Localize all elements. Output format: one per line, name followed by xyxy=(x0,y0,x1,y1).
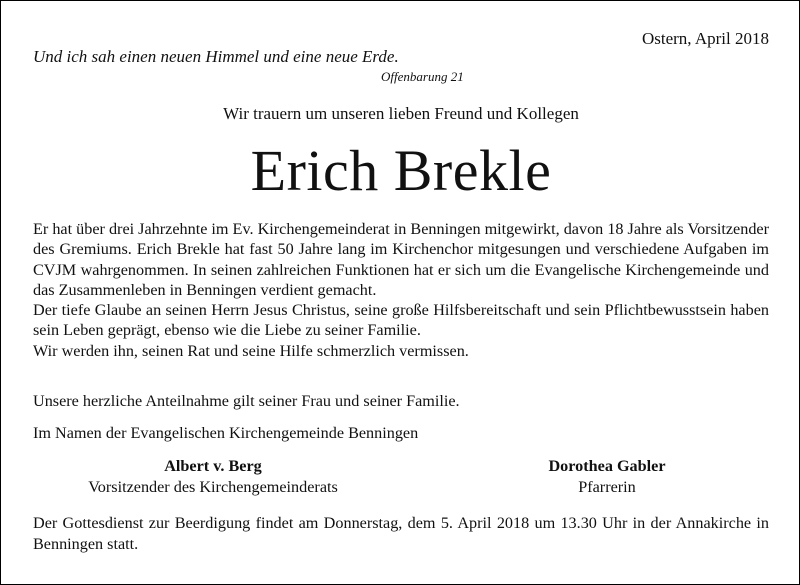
notice-date: Ostern, April 2018 xyxy=(641,29,769,48)
body-paragraph-2: Der tiefe Glaube an seinen Herrn Jesus Christus, seine große Hilfsbereitschaft und sein Pflichtbewusstsein haben sein Leben geprägt, ebenso wie die Liebe zu seiner Familie. xyxy=(33,301,769,340)
signatory-role: Vorsitzender des Kirchengemeinderats xyxy=(88,478,338,496)
bible-verse-reference: Offenbarung 21 xyxy=(381,69,464,84)
body-paragraph-1: Er hat über drei Jahrzehnte im Ev. Kirchengemeinderat in Benningen mitgewirkt, davon 18 Jahre als Vorsitzender des Gremiums. Erich Brekle hat fast 50 Jahre lang im Kirchenchor mitgesungen und verschiedene Aufgaben im CVJM wahrgenommen. In seinen zahlreichen Funktionen hat er sich um die Evangelische Kirchengemeinde und das Zusammenleben in Benningen verdient gemacht. xyxy=(33,220,769,299)
on-behalf-text: Im Namen der Evangelischen Kirchengemeinde Benningen xyxy=(33,424,419,442)
deceased-name: Erich Brekle xyxy=(250,138,552,203)
funeral-service-info: Der Gottesdienst zur Beerdigung findet am Donnerstag, dem 5. April 2018 um 13.30 Uhr in der Annakirche in Benningen statt. xyxy=(33,514,769,553)
signature-block-chair xyxy=(33,456,393,498)
signature-block-pastor xyxy=(499,456,715,498)
bible-verse: Und ich sah einen neuen Himmel und eine neue Erde. xyxy=(33,47,399,66)
signatory-name: Albert v. Berg xyxy=(164,457,262,475)
mourning-intro: Wir trauern um unseren lieben Freund und Kollegen xyxy=(223,104,579,123)
body-paragraph-3: Wir werden ihn, seinen Rat und seine Hilfe schmerzlich vermissen. xyxy=(33,341,469,360)
signatory-role: Pfarrerin xyxy=(578,478,636,496)
signatory-name: Dorothea Gabler xyxy=(548,457,666,475)
condolence-text: Unsere herzliche Anteilnahme gilt seiner Frau und seiner Familie. xyxy=(33,392,460,410)
obituary-body xyxy=(33,219,769,361)
